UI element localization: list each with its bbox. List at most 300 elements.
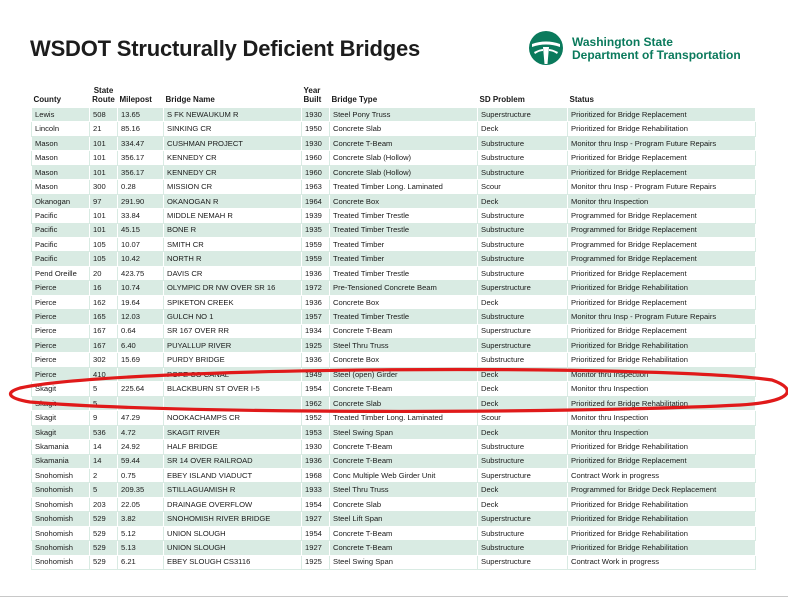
table-row bbox=[32, 266, 756, 280]
cell-sd-problem: Superstructure bbox=[478, 281, 568, 295]
cell-bridge-type: Treated Timber Long. Laminated bbox=[330, 411, 478, 425]
cell-bridge-name: PUYALLUP RIVER bbox=[164, 339, 302, 353]
cell-sd-problem: Deck bbox=[478, 425, 568, 439]
cell-status: Contract Work in progress bbox=[568, 555, 756, 569]
cell-milepost: 3.82 bbox=[118, 512, 164, 526]
table-row bbox=[32, 512, 756, 526]
cell-status: Prioritized for Bridge Rehabilitation bbox=[568, 396, 756, 410]
cell-county: Lewis bbox=[32, 108, 90, 122]
cell-bridge-name: POPE CO CANAL bbox=[164, 367, 302, 381]
cell-status: Prioritized for Bridge Replacement bbox=[568, 165, 756, 179]
cell-sd-problem: Superstructure bbox=[478, 512, 568, 526]
cell-year: 1959 bbox=[302, 252, 330, 266]
cell-bridge-type: Steel Swing Span bbox=[330, 425, 478, 439]
cell-county: Mason bbox=[32, 136, 90, 150]
cell-year: 1936 bbox=[302, 353, 330, 367]
col-header-year: Year Built bbox=[303, 86, 322, 104]
cell-sd-problem: Superstructure bbox=[478, 468, 568, 482]
cell-year: 1962 bbox=[302, 396, 330, 410]
cell-bridge-name: OLYMPIC DR NW OVER SR 16 bbox=[164, 281, 302, 295]
col-header-bridge-name: Bridge Name bbox=[165, 95, 215, 104]
cell-milepost: 423.75 bbox=[118, 266, 164, 280]
cell-bridge-name: DAVIS CR bbox=[164, 266, 302, 280]
cell-milepost: 5.13 bbox=[118, 541, 164, 555]
cell-bridge-name: DRAINAGE OVERFLOW bbox=[164, 497, 302, 511]
cell-route: 302 bbox=[90, 353, 118, 367]
cell-sd-problem: Deck bbox=[478, 367, 568, 381]
cell-milepost: 4.72 bbox=[118, 425, 164, 439]
cell-route: 203 bbox=[90, 497, 118, 511]
cell-route: 508 bbox=[90, 108, 118, 122]
cell-county: Skagit bbox=[32, 396, 90, 410]
cell-status: Prioritized for Bridge Rehabilitation bbox=[568, 339, 756, 353]
cell-bridge-name: BLACKBURN ST OVER I-5 bbox=[164, 382, 302, 396]
cell-county: Pend Oreille bbox=[32, 266, 90, 280]
cell-sd-problem: Substructure bbox=[478, 209, 568, 223]
cell-status: Prioritized for Bridge Rehabilitation bbox=[568, 122, 756, 136]
cell-bridge-name: NORTH R bbox=[164, 252, 302, 266]
table-row bbox=[32, 367, 756, 381]
cell-year: 1960 bbox=[302, 165, 330, 179]
cell-bridge-name: EBEY ISLAND VIADUCT bbox=[164, 468, 302, 482]
cell-bridge-name: NOOKACHAMPS CR bbox=[164, 411, 302, 425]
cell-route: 16 bbox=[90, 281, 118, 295]
cell-milepost: 10.74 bbox=[118, 281, 164, 295]
cell-status: Monitor thru Insp - Program Future Repairs bbox=[568, 136, 756, 150]
table-row bbox=[32, 396, 756, 410]
cell-bridge-name: MISSION CR bbox=[164, 180, 302, 194]
cell-route: 162 bbox=[90, 295, 118, 309]
cell-milepost: 12.03 bbox=[118, 310, 164, 324]
cell-bridge-name: CUSHMAN PROJECT bbox=[164, 136, 302, 150]
cell-county: Snohomish bbox=[32, 555, 90, 569]
cell-county: Snohomish bbox=[32, 497, 90, 511]
table-row bbox=[32, 122, 756, 136]
table-row bbox=[32, 497, 756, 511]
cell-route: 167 bbox=[90, 339, 118, 353]
cell-bridge-type: Concrete T-Beam bbox=[330, 541, 478, 555]
cell-status: Programmed for Bridge Replacement bbox=[568, 223, 756, 237]
table-row bbox=[32, 339, 756, 353]
cell-bridge-name: SPIKETON CREEK bbox=[164, 295, 302, 309]
cell-bridge-type: Steel Lift Span bbox=[330, 512, 478, 526]
cell-county: Pacific bbox=[32, 223, 90, 237]
cell-sd-problem: Superstructure bbox=[478, 339, 568, 353]
cell-bridge-name: SINKING CR bbox=[164, 122, 302, 136]
cell-milepost: 225.64 bbox=[118, 382, 164, 396]
cell-year: 1957 bbox=[302, 310, 330, 324]
cell-year: 1925 bbox=[302, 555, 330, 569]
cell-milepost: 47.29 bbox=[118, 411, 164, 425]
cell-year: 1949 bbox=[302, 367, 330, 381]
cell-county: Lincoln bbox=[32, 122, 90, 136]
cell-milepost: 33.84 bbox=[118, 209, 164, 223]
cell-county: Snohomish bbox=[32, 483, 90, 497]
cell-county: Skamania bbox=[32, 440, 90, 454]
cell-milepost: 334.47 bbox=[118, 136, 164, 150]
table-row bbox=[32, 440, 756, 454]
table-row bbox=[32, 310, 756, 324]
cell-status: Monitor thru Inspection bbox=[568, 411, 756, 425]
cell-sd-problem: Deck bbox=[478, 483, 568, 497]
agency-name-line1: Washington State bbox=[572, 35, 673, 49]
cell-bridge-type: Concrete T-Beam bbox=[330, 454, 478, 468]
cell-status: Programmed for Bridge Deck Replacement bbox=[568, 483, 756, 497]
cell-route: 167 bbox=[90, 324, 118, 338]
cell-route: 5 bbox=[90, 396, 118, 410]
col-header-bridge-type: Bridge Type bbox=[331, 95, 378, 104]
cell-county: Skagit bbox=[32, 411, 90, 425]
cell-status: Prioritized for Bridge Rehabilitation bbox=[568, 440, 756, 454]
cell-route: 536 bbox=[90, 425, 118, 439]
cell-sd-problem: Substructure bbox=[478, 151, 568, 165]
cell-bridge-type: Conc Multiple Web Girder Unit bbox=[330, 468, 478, 482]
cell-status: Prioritized for Bridge Replacement bbox=[568, 454, 756, 468]
cell-milepost: 22.05 bbox=[118, 497, 164, 511]
cell-county: Pacific bbox=[32, 209, 90, 223]
cell-bridge-type: Treated Timber bbox=[330, 237, 478, 251]
cell-route: 14 bbox=[90, 440, 118, 454]
cell-route: 21 bbox=[90, 122, 118, 136]
cell-sd-problem: Scour bbox=[478, 180, 568, 194]
cell-sd-problem: Substructure bbox=[478, 252, 568, 266]
agency-name bbox=[572, 36, 741, 62]
cell-milepost: 13.65 bbox=[118, 108, 164, 122]
cell-milepost: 6.21 bbox=[118, 555, 164, 569]
cell-sd-problem: Substructure bbox=[478, 526, 568, 540]
table-row bbox=[32, 194, 756, 208]
table-row bbox=[32, 541, 756, 555]
cell-bridge-type: Concrete Slab bbox=[330, 396, 478, 410]
cell-sd-problem: Deck bbox=[478, 382, 568, 396]
cell-sd-problem: Substructure bbox=[478, 165, 568, 179]
cell-sd-problem: Substructure bbox=[478, 136, 568, 150]
cell-status: Prioritized for Bridge Rehabilitation bbox=[568, 497, 756, 511]
cell-route: 101 bbox=[90, 165, 118, 179]
cell-status: Programmed for Bridge Replacement bbox=[568, 209, 756, 223]
cell-route: 101 bbox=[90, 223, 118, 237]
cell-status: Monitor thru Inspection bbox=[568, 425, 756, 439]
wsdot-logo-icon bbox=[528, 30, 564, 66]
cell-status: Monitor thru Insp - Program Future Repairs bbox=[568, 310, 756, 324]
cell-bridge-type: Concrete T-Beam bbox=[330, 324, 478, 338]
cell-milepost: 0.75 bbox=[118, 468, 164, 482]
cell-year: 1954 bbox=[302, 497, 330, 511]
cell-status: Prioritized for Bridge Rehabilitation bbox=[568, 526, 756, 540]
table-header-row bbox=[32, 84, 756, 108]
cell-bridge-type: Steel Pony Truss bbox=[330, 108, 478, 122]
table-row bbox=[32, 252, 756, 266]
cell-status: Prioritized for Bridge Replacement bbox=[568, 295, 756, 309]
cell-route: 105 bbox=[90, 252, 118, 266]
cell-bridge-name: SNOHOMISH RIVER BRIDGE bbox=[164, 512, 302, 526]
cell-county: Pierce bbox=[32, 281, 90, 295]
cell-bridge-name: PURDY BRIDGE bbox=[164, 353, 302, 367]
cell-route: 105 bbox=[90, 237, 118, 251]
cell-sd-problem: Superstructure bbox=[478, 555, 568, 569]
cell-bridge-name: BONE R bbox=[164, 223, 302, 237]
cell-bridge-name: KENNEDY CR bbox=[164, 151, 302, 165]
cell-bridge-type: Concrete Box bbox=[330, 353, 478, 367]
cell-bridge-type: Treated Timber Trestle bbox=[330, 209, 478, 223]
cell-route: 2 bbox=[90, 468, 118, 482]
col-header-milepost: Milepost bbox=[119, 95, 152, 104]
cell-milepost bbox=[118, 367, 164, 381]
cell-status: Programmed for Bridge Replacement bbox=[568, 252, 756, 266]
cell-milepost: 15.69 bbox=[118, 353, 164, 367]
cell-county: Okanogan bbox=[32, 194, 90, 208]
table-row bbox=[32, 324, 756, 338]
cell-status: Prioritized for Bridge Rehabilitation bbox=[568, 353, 756, 367]
agency-name-line2: Department of Transportation bbox=[572, 48, 741, 62]
cell-milepost: 0.64 bbox=[118, 324, 164, 338]
cell-sd-problem: Substructure bbox=[478, 440, 568, 454]
cell-bridge-type: Concrete Slab bbox=[330, 122, 478, 136]
cell-county: Skagit bbox=[32, 425, 90, 439]
cell-county: Skamania bbox=[32, 454, 90, 468]
col-header-status: Status bbox=[569, 95, 594, 104]
cell-year: 1933 bbox=[302, 483, 330, 497]
cell-milepost: 356.17 bbox=[118, 165, 164, 179]
cell-milepost: 5.12 bbox=[118, 526, 164, 540]
cell-status: Prioritized for Bridge Rehabilitation bbox=[568, 541, 756, 555]
cell-year: 1925 bbox=[302, 339, 330, 353]
table-row bbox=[32, 425, 756, 439]
cell-county: Pacific bbox=[32, 237, 90, 251]
cell-route: 529 bbox=[90, 512, 118, 526]
cell-sd-problem: Substructure bbox=[478, 266, 568, 280]
cell-bridge-type: Pre-Tensioned Concrete Beam bbox=[330, 281, 478, 295]
cell-status: Prioritized for Bridge Replacement bbox=[568, 108, 756, 122]
cell-route: 165 bbox=[90, 310, 118, 324]
cell-milepost: 45.15 bbox=[118, 223, 164, 237]
cell-year: 1927 bbox=[302, 512, 330, 526]
col-header-route: State Route bbox=[92, 86, 115, 104]
cell-bridge-name: OKANOGAN R bbox=[164, 194, 302, 208]
cell-bridge-name: MIDDLE NEMAH R bbox=[164, 209, 302, 223]
cell-bridge-name: UNION SLOUGH bbox=[164, 541, 302, 555]
cell-status: Monitor thru Inspection bbox=[568, 367, 756, 381]
cell-bridge-name: GULCH NO 1 bbox=[164, 310, 302, 324]
cell-bridge-type: Concrete Box bbox=[330, 295, 478, 309]
table-row bbox=[32, 108, 756, 122]
cell-sd-problem: Substructure bbox=[478, 310, 568, 324]
cell-bridge-name: KENNEDY CR bbox=[164, 165, 302, 179]
cell-sd-problem: Deck bbox=[478, 295, 568, 309]
page-title: WSDOT Structurally Deficient Bridges bbox=[30, 36, 421, 61]
cell-bridge-type: Steel Thru Truss bbox=[330, 339, 478, 353]
cell-milepost: 10.42 bbox=[118, 252, 164, 266]
cell-county: Snohomish bbox=[32, 526, 90, 540]
cell-route: 101 bbox=[90, 151, 118, 165]
table-row bbox=[32, 411, 756, 425]
cell-bridge-type: Steel Swing Span bbox=[330, 555, 478, 569]
table-row bbox=[32, 136, 756, 150]
cell-milepost: 209.35 bbox=[118, 483, 164, 497]
cell-year: 1927 bbox=[302, 541, 330, 555]
cell-bridge-name: STILLAGUAMISH R bbox=[164, 483, 302, 497]
cell-route: 5 bbox=[90, 382, 118, 396]
cell-year: 1960 bbox=[302, 151, 330, 165]
cell-year: 1936 bbox=[302, 295, 330, 309]
table-row bbox=[32, 180, 756, 194]
cell-bridge-name bbox=[164, 396, 302, 410]
cell-year: 1939 bbox=[302, 209, 330, 223]
cell-bridge-name: S FK NEWAUKUM R bbox=[164, 108, 302, 122]
cell-bridge-type: Concrete T-Beam bbox=[330, 526, 478, 540]
table-row bbox=[32, 281, 756, 295]
cell-milepost: 24.92 bbox=[118, 440, 164, 454]
cell-milepost: 85.16 bbox=[118, 122, 164, 136]
cell-year: 1954 bbox=[302, 382, 330, 396]
cell-route: 20 bbox=[90, 266, 118, 280]
cell-year: 1936 bbox=[302, 454, 330, 468]
cell-status: Prioritized for Bridge Replacement bbox=[568, 151, 756, 165]
cell-county: Pierce bbox=[32, 310, 90, 324]
cell-year: 1935 bbox=[302, 223, 330, 237]
cell-status: Prioritized for Bridge Replacement bbox=[568, 266, 756, 280]
cell-route: 14 bbox=[90, 454, 118, 468]
cell-bridge-type: Concrete T-Beam bbox=[330, 440, 478, 454]
cell-milepost: 291.90 bbox=[118, 194, 164, 208]
cell-bridge-type: Steel Thru Truss bbox=[330, 483, 478, 497]
cell-year: 1972 bbox=[302, 281, 330, 295]
cell-year: 1934 bbox=[302, 324, 330, 338]
cell-bridge-name: SMITH CR bbox=[164, 237, 302, 251]
cell-county: Snohomish bbox=[32, 512, 90, 526]
table-row bbox=[32, 237, 756, 251]
cell-county: Snohomish bbox=[32, 541, 90, 555]
cell-county: Mason bbox=[32, 180, 90, 194]
cell-sd-problem: Substructure bbox=[478, 541, 568, 555]
cell-sd-problem: Substructure bbox=[478, 353, 568, 367]
cell-bridge-type: Concrete Slab bbox=[330, 497, 478, 511]
cell-milepost: 6.40 bbox=[118, 339, 164, 353]
table-row bbox=[32, 151, 756, 165]
col-header-county: County bbox=[33, 95, 62, 104]
cell-county: Pierce bbox=[32, 339, 90, 353]
cell-county: Mason bbox=[32, 151, 90, 165]
cell-bridge-type: Concrete T-Beam bbox=[330, 136, 478, 150]
cell-route: 101 bbox=[90, 136, 118, 150]
cell-route: 5 bbox=[90, 483, 118, 497]
cell-year: 1952 bbox=[302, 411, 330, 425]
bridges-table bbox=[31, 84, 756, 570]
cell-milepost: 10.07 bbox=[118, 237, 164, 251]
cell-year: 1930 bbox=[302, 108, 330, 122]
cell-county: Snohomish bbox=[32, 468, 90, 482]
cell-sd-problem: Deck bbox=[478, 194, 568, 208]
cell-year: 1936 bbox=[302, 266, 330, 280]
cell-route: 97 bbox=[90, 194, 118, 208]
table-row bbox=[32, 295, 756, 309]
cell-year: 1953 bbox=[302, 425, 330, 439]
table-row bbox=[32, 209, 756, 223]
cell-bridge-type: Concrete Slab (Hollow) bbox=[330, 165, 478, 179]
cell-sd-problem: Substructure bbox=[478, 223, 568, 237]
table-row bbox=[32, 382, 756, 396]
page-bottom-rule bbox=[0, 596, 788, 597]
table-row bbox=[32, 353, 756, 367]
table-row bbox=[32, 483, 756, 497]
cell-bridge-type: Concrete Slab (Hollow) bbox=[330, 151, 478, 165]
cell-status: Monitor thru Inspection bbox=[568, 382, 756, 396]
cell-status: Programmed for Bridge Replacement bbox=[568, 237, 756, 251]
table-row bbox=[32, 468, 756, 482]
cell-county: Pierce bbox=[32, 324, 90, 338]
cell-bridge-name: SR 14 OVER RAILROAD bbox=[164, 454, 302, 468]
table-body bbox=[32, 108, 756, 570]
cell-bridge-type: Concrete Box bbox=[330, 194, 478, 208]
cell-route: 300 bbox=[90, 180, 118, 194]
cell-bridge-type: Treated Timber Long. Laminated bbox=[330, 180, 478, 194]
cell-year: 1963 bbox=[302, 180, 330, 194]
cell-milepost: 356.17 bbox=[118, 151, 164, 165]
cell-bridge-type: Treated Timber Trestle bbox=[330, 223, 478, 237]
cell-sd-problem: Scour bbox=[478, 411, 568, 425]
cell-bridge-type: Treated Timber bbox=[330, 252, 478, 266]
cell-sd-problem: Substructure bbox=[478, 237, 568, 251]
cell-bridge-type: Treated Timber Trestle bbox=[330, 266, 478, 280]
cell-sd-problem: Deck bbox=[478, 497, 568, 511]
table-row bbox=[32, 223, 756, 237]
cell-sd-problem: Deck bbox=[478, 396, 568, 410]
cell-status: Contract Work in progress bbox=[568, 468, 756, 482]
cell-year: 1950 bbox=[302, 122, 330, 136]
cell-county: Pierce bbox=[32, 353, 90, 367]
cell-route: 529 bbox=[90, 526, 118, 540]
cell-county: Skagit bbox=[32, 382, 90, 396]
cell-bridge-name: EBEY SLOUGH CS3116 bbox=[164, 555, 302, 569]
table-row bbox=[32, 454, 756, 468]
cell-status: Monitor thru Insp - Program Future Repairs bbox=[568, 180, 756, 194]
table-row bbox=[32, 526, 756, 540]
cell-status: Prioritized for Bridge Rehabilitation bbox=[568, 512, 756, 526]
cell-bridge-name: SR 167 OVER RR bbox=[164, 324, 302, 338]
col-header-sd-problem: SD Problem bbox=[479, 95, 525, 104]
cell-year: 1959 bbox=[302, 237, 330, 251]
cell-sd-problem: Deck bbox=[478, 122, 568, 136]
cell-status: Prioritized for Bridge Rehabilitation bbox=[568, 281, 756, 295]
cell-county: Mason bbox=[32, 165, 90, 179]
table-row bbox=[32, 165, 756, 179]
cell-bridge-name: HALF BRIDGE bbox=[164, 440, 302, 454]
cell-year: 1954 bbox=[302, 526, 330, 540]
cell-route: 101 bbox=[90, 209, 118, 223]
cell-year: 1968 bbox=[302, 468, 330, 482]
cell-bridge-type: Steel (open) Girder bbox=[330, 367, 478, 381]
cell-bridge-name: UNION SLOUGH bbox=[164, 526, 302, 540]
cell-milepost: 0.28 bbox=[118, 180, 164, 194]
cell-route: 410 bbox=[90, 367, 118, 381]
cell-route: 529 bbox=[90, 555, 118, 569]
cell-route: 9 bbox=[90, 411, 118, 425]
cell-bridge-type: Treated Timber Trestle bbox=[330, 310, 478, 324]
cell-status: Prioritized for Bridge Replacement bbox=[568, 324, 756, 338]
cell-sd-problem: Superstructure bbox=[478, 324, 568, 338]
cell-county: Pacific bbox=[32, 252, 90, 266]
wsdot-logo bbox=[528, 30, 763, 70]
cell-milepost: 59.44 bbox=[118, 454, 164, 468]
cell-sd-problem: Substructure bbox=[478, 454, 568, 468]
cell-route: 529 bbox=[90, 541, 118, 555]
cell-year: 1930 bbox=[302, 440, 330, 454]
cell-county: Pierce bbox=[32, 295, 90, 309]
cell-year: 1964 bbox=[302, 194, 330, 208]
cell-bridge-type: Concrete T-Beam bbox=[330, 382, 478, 396]
table-row bbox=[32, 555, 756, 569]
cell-county: Pierce bbox=[32, 367, 90, 381]
